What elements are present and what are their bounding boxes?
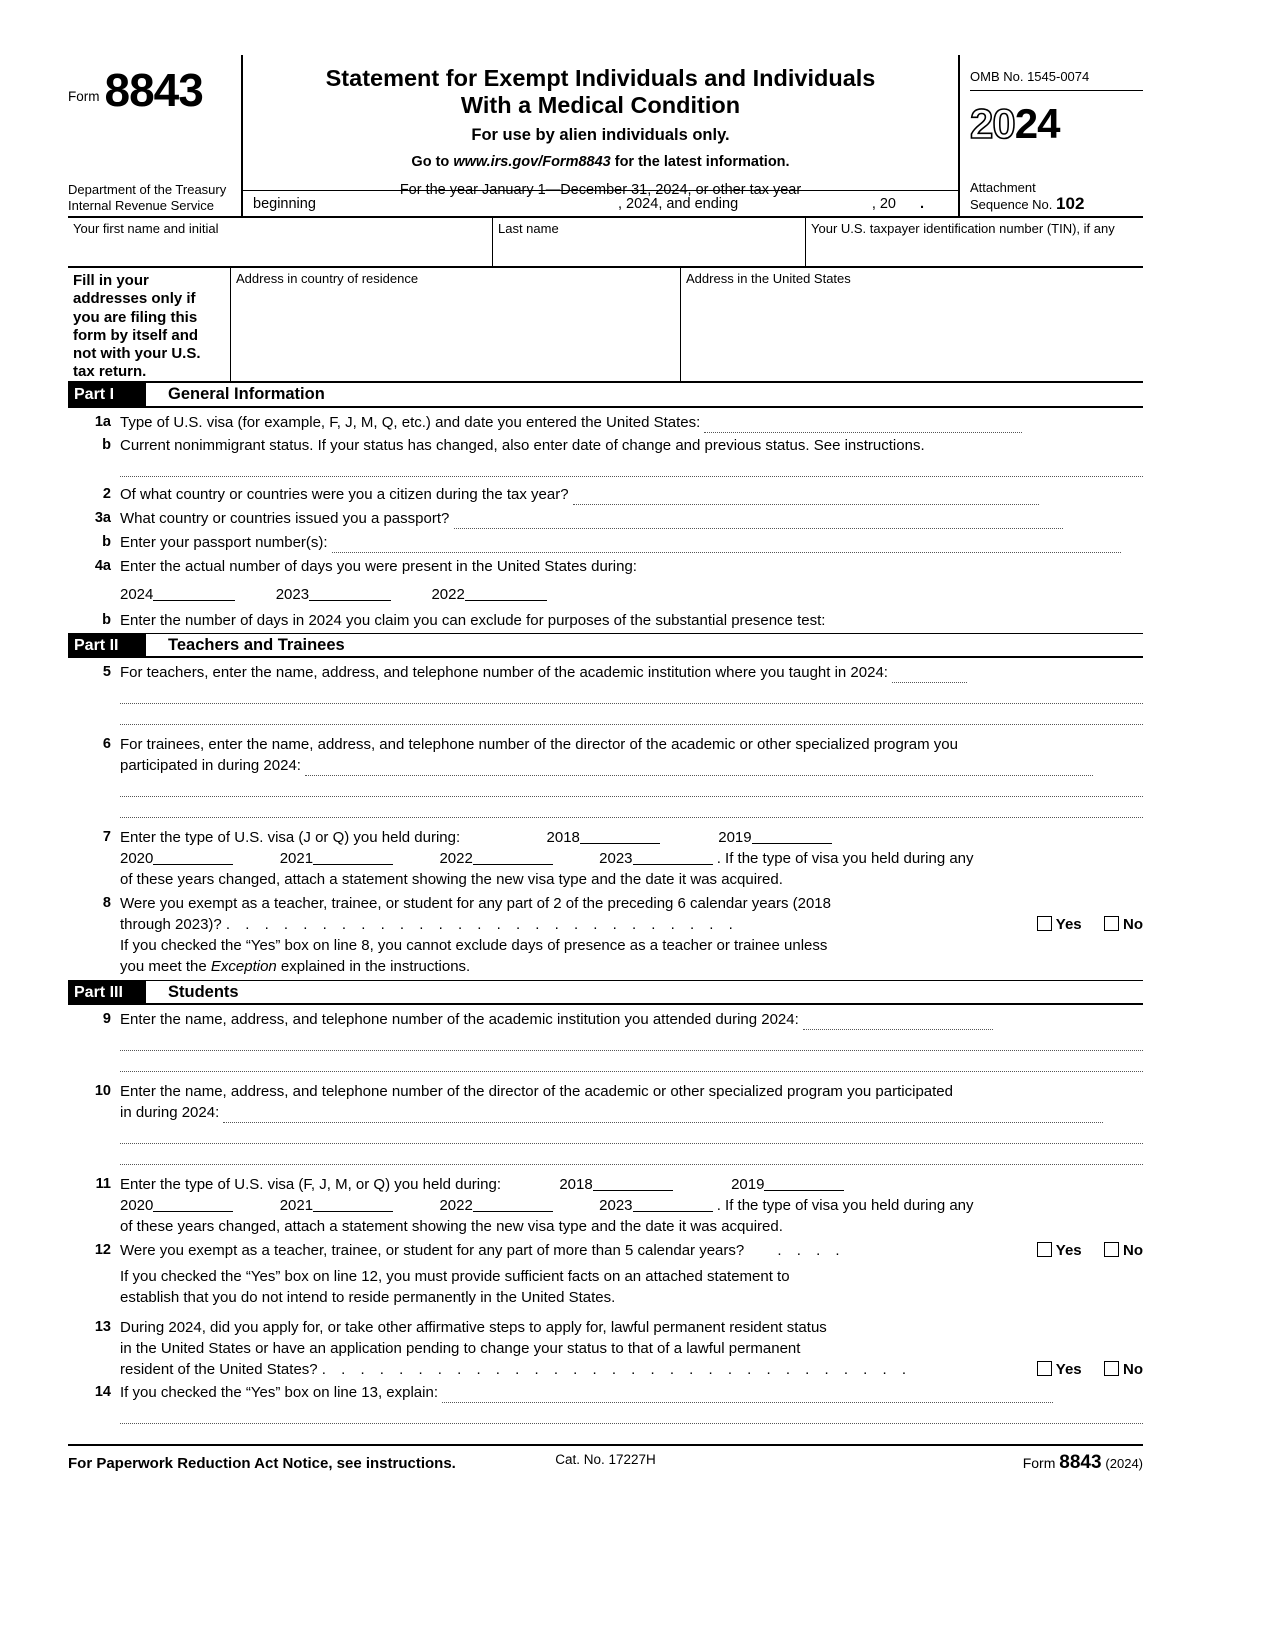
part-1-tag: Part I [68, 383, 146, 406]
department-line-2: Internal Revenue Service [68, 197, 214, 213]
us-address-label: Address in the United States [686, 271, 851, 286]
line-13 [68, 1317, 1143, 1380]
form-identifier [68, 64, 203, 116]
part-1-title: General Information [168, 385, 325, 403]
paperwork-notice: For Paperwork Reduction Act Notice, see instructions. [68, 1455, 456, 1472]
line-13-text-a: During 2024, did you apply for, or take other affirmative steps to apply for, lawful permanent resident status [120, 1319, 827, 1336]
header-left-block [68, 55, 243, 216]
address-row [68, 268, 1143, 383]
days-year-2022-input[interactable] [465, 586, 547, 601]
line-9-input-1[interactable] [803, 1014, 993, 1030]
line-7-year-2018-label: 2018 [546, 829, 580, 846]
line-11-row-2 [120, 1195, 1143, 1216]
line-8-exception-word: Exception [210, 958, 277, 975]
first-name-label: Your first name and initial [73, 221, 219, 236]
line-9-text: Enter the name, address, and telephone number of the academic institution you attended during 2024: [120, 1011, 799, 1028]
line-13-yes-label: Yes [1055, 1361, 1082, 1378]
line-7 [68, 827, 1143, 890]
header-title-block [243, 55, 958, 216]
line-1a-number: 1a [94, 414, 111, 430]
footer-form-year: (2024) [1105, 1456, 1143, 1471]
line-6-text-b: participated in during 2024: [120, 757, 301, 774]
taxpayer-name-row [68, 218, 1143, 268]
line-2-text: Of what country or countries were you a citizen during the tax year? [120, 486, 569, 503]
line-1a [68, 412, 1143, 433]
first-name-field[interactable] [68, 218, 493, 266]
line-12-yes-checkbox[interactable] [1037, 1242, 1052, 1257]
line-7-year-2022-input[interactable] [473, 850, 553, 865]
line-10-text-wrap [120, 1081, 1143, 1123]
line-13-leader-dots: . . . . . . . . . . . . . . . . . . . . . . . . . . . . . . . [321, 1361, 912, 1378]
header-right-block [958, 55, 1143, 216]
days-year-2023-label: 2023 [275, 586, 310, 603]
spacer-footer [68, 1424, 1143, 1444]
period-beginning-label: beginning [253, 195, 316, 212]
line-7-year-2018-input[interactable] [580, 829, 660, 844]
line-12-no-checkbox[interactable] [1104, 1242, 1119, 1257]
line-7-year-2019-label: 2019 [718, 829, 752, 846]
line-11-text-wrap [120, 1174, 1143, 1237]
days-year-2024-input[interactable] [153, 586, 235, 601]
last-name-label: Last name [498, 221, 559, 236]
line-13-yes-checkbox[interactable] [1037, 1361, 1052, 1376]
line-5-input-1[interactable] [892, 667, 967, 683]
line-3a-number: 3a [94, 510, 111, 526]
us-address-field[interactable] [681, 268, 1143, 381]
part-1-header [68, 383, 1143, 408]
line-14 [68, 1382, 1143, 1403]
days-year-2023-input[interactable] [309, 586, 391, 601]
line-7-text-b: of these years changed, attach a statement showing the new visa type and the date it was acquired. [120, 871, 783, 888]
line-8-row-2 [120, 914, 1143, 935]
days-year-2024-label: 2024 [120, 586, 154, 603]
line-8-text-wrap [120, 893, 1143, 977]
line-11-text-b: of these years changed, attach a statement showing the new visa type and the date it was acquired. [120, 1218, 783, 1235]
line-11-year-2020-input[interactable] [153, 1197, 233, 1212]
part-2-title: Teachers and Trainees [168, 635, 345, 654]
last-name-field[interactable] [493, 218, 806, 266]
line-1b-number: b [102, 437, 111, 453]
line-7-row-1 [120, 827, 1143, 848]
line-7-year-2020-input[interactable] [153, 850, 233, 865]
goto-line [247, 154, 954, 170]
spacer-5a [68, 683, 1143, 703]
spacer-5b [68, 704, 1143, 724]
line-12-text-wrap [120, 1240, 1143, 1308]
tax-year-display [970, 100, 1143, 147]
line-7-year-2023-input[interactable] [633, 850, 713, 865]
line-11-year-2019-input[interactable] [764, 1176, 844, 1191]
line-8-note-b [120, 956, 1143, 977]
line-14-text-wrap [120, 1382, 1143, 1403]
attachment-label: Attachment [970, 180, 1036, 195]
line-12-answer-group [1037, 1240, 1143, 1261]
line-12-yes-label: Yes [1055, 1242, 1082, 1259]
sequence-number: 102 [1056, 193, 1085, 213]
form-sheet [68, 55, 1143, 1474]
line-6-input-1[interactable] [305, 760, 1093, 776]
line-14-text: If you checked the “Yes” box on line 13, explain: [120, 1384, 438, 1401]
residence-address-label: Address in country of residence [236, 271, 419, 286]
line-2 [68, 484, 1143, 505]
tax-year-statement: For the year January 1—December 31, 2024, or other tax year [399, 182, 802, 198]
line-10-text-a: Enter the name, address, and telephone number of the director of the academic or other specialized program you participated [120, 1083, 953, 1100]
line-12-text: Were you exempt as a teacher, trainee, or student for any part of more than 5 calendar years? [120, 1242, 745, 1259]
line-4a-years-spacer [68, 584, 120, 605]
line-4a-text-wrap [120, 556, 1143, 577]
line-1a-input[interactable] [704, 417, 1022, 433]
year-suffix-solid: 24 [1014, 100, 1060, 147]
line-13-no-label: No [1123, 1361, 1143, 1378]
goto-suffix: for the latest information. [610, 154, 790, 170]
form-subtitle: For use by alien individuals only. [471, 126, 730, 144]
line-7-year-2021-input[interactable] [313, 850, 393, 865]
line-3a-text: What country or countries issued you a passport? [120, 510, 450, 527]
period-end-period: . [919, 195, 924, 212]
line-6-text-wrap [120, 734, 1143, 776]
line-8 [68, 893, 1143, 977]
line-12-note-a: If you checked the “Yes” box on line 12, you must provide sufficient facts on an attached statement to [120, 1268, 790, 1285]
line-2-input[interactable] [573, 489, 1039, 505]
line-13-row-3 [120, 1359, 1143, 1380]
line-13-text-b: in the United States or have an application pending to change your status to that of a lawful permanent [120, 1340, 801, 1357]
line-12-leader-dots: . . . . [748, 1242, 846, 1259]
line-8-no-checkbox[interactable] [1104, 916, 1119, 931]
tax-year-period-row [243, 190, 958, 216]
line-12-no-label: No [1123, 1242, 1143, 1259]
tin-label: Your U.S. taxpayer identification number (TIN), if any [811, 221, 1115, 236]
line-7-text: Enter the type of U.S. visa (J or Q) you held during: [120, 829, 461, 846]
irs-url: www.irs.gov/Form8843 [453, 154, 611, 170]
line-1a-text: Type of U.S. visa (for example, F, J, M, Q, etc.) and date you entered the United States: [120, 414, 701, 431]
line-6-input-3[interactable] [120, 817, 1143, 818]
line-8-note-b-post: explained in the instructions. [276, 958, 471, 975]
residence-address-field[interactable] [231, 268, 681, 381]
line-11 [68, 1174, 1143, 1237]
line-7-year-2021-label: 2021 [279, 850, 314, 867]
line-3a-text-wrap [120, 508, 1143, 529]
line-11-tail: . If the type of visa you held during any [716, 1197, 974, 1214]
line-7-year-2022-label: 2022 [439, 850, 473, 867]
line-7-tail: . If the type of visa you held during any [716, 850, 974, 867]
spacer-1b [68, 456, 1143, 476]
line-10-number: 10 [94, 1083, 111, 1099]
line-11-text: Enter the type of U.S. visa (F, J, M, or Q) you held during: [120, 1176, 501, 1193]
line-3b-number: b [102, 534, 111, 550]
line-1b-input[interactable] [120, 476, 1143, 477]
period-middle-label: , 2024, and ending [618, 195, 739, 212]
line-4b-text-wrap [120, 610, 1143, 631]
line-12-number: 12 [94, 1242, 111, 1258]
line-11-year-2023-label: 2023 [599, 1197, 633, 1214]
line-4a-text: Enter the actual number of days you were present in the United States during: [120, 558, 637, 575]
address-instruction-note: Fill in your addresses only if you are filing this form by itself and not with your U.S. tax return. [68, 268, 231, 381]
line-1b-text-wrap [120, 435, 1143, 456]
line-6 [68, 734, 1143, 776]
line-13-answer-group [1037, 1359, 1143, 1380]
line-10-input-3[interactable] [120, 1164, 1143, 1165]
part-3-header [68, 980, 1143, 1005]
year-prefix-hollow: 20 [970, 100, 1015, 147]
spacer-6a [68, 776, 1143, 796]
spacer-10b [68, 1144, 1143, 1164]
line-8-answer-group [1037, 914, 1143, 935]
line-11-year-2022-input[interactable] [473, 1197, 553, 1212]
line-10-text-b: in during 2024: [120, 1104, 220, 1121]
line-13-no-checkbox[interactable] [1104, 1361, 1119, 1376]
line-3b-text: Enter your passport number(s): [120, 534, 328, 551]
line-1b-text: Current nonimmigrant status. If your status has changed, also enter date of change and previous status. See instructions. [120, 437, 925, 454]
line-3b-text-wrap [120, 532, 1143, 553]
form-word-label: Form [68, 89, 100, 105]
line-14-input-1[interactable] [442, 1387, 1053, 1403]
line-13-number: 13 [94, 1319, 111, 1335]
line-5-input-3[interactable] [120, 724, 1143, 725]
line-4b-text: Enter the number of days in 2024 you claim you can exclude for purposes of the substantial presence test: [120, 612, 826, 629]
line-8-note-b-pre: you meet the [120, 958, 211, 975]
spacer-10a [68, 1123, 1143, 1143]
footer-form-number: 8843 [1059, 1452, 1102, 1473]
line-5 [68, 662, 1143, 683]
line-9 [68, 1009, 1143, 1030]
period-ending-label: , 20 [871, 195, 896, 212]
part-3-tag: Part III [68, 981, 146, 1003]
footer-form-identifier [1023, 1452, 1143, 1474]
line-3a [68, 508, 1143, 529]
line-8-leader-dots: . . . . . . . . . . . . . . . . . . . . . . . . . . . [225, 916, 739, 933]
sequence-label: Sequence No. [970, 196, 1053, 212]
line-4b [68, 610, 1143, 631]
line-7-year-2019-input[interactable] [752, 829, 832, 844]
line-3b-input[interactable] [332, 537, 1121, 553]
part-2-header [68, 633, 1143, 658]
line-7-text-wrap [120, 827, 1143, 890]
line-12 [68, 1240, 1143, 1308]
catalog-number: Cat. No. 17227H [555, 1452, 656, 1467]
line-7-number: 7 [102, 829, 111, 845]
line-11-year-2023-input[interactable] [633, 1197, 713, 1212]
line-1b [68, 435, 1143, 456]
line-8-text-a: Were you exempt as a teacher, trainee, or student for any part of 2 of the preceding 6 calendar years (2018 [120, 895, 831, 912]
line-7-year-2020-label: 2020 [120, 850, 154, 867]
form-title-line-1: Statement for Exempt Individuals and Individuals [325, 65, 876, 91]
line-12-row-1 [120, 1240, 1143, 1261]
line-4a-years [68, 584, 1143, 605]
line-1a-text-wrap [120, 412, 1143, 433]
footer-wrapper [68, 1444, 1143, 1474]
line-7-year-2023-label: 2023 [599, 850, 633, 867]
line-13-text-c: resident of the United States? [120, 1361, 318, 1378]
form-header [68, 55, 1143, 218]
line-11-year-2018-label: 2018 [559, 1176, 593, 1193]
days-year-2022-label: 2022 [431, 586, 465, 603]
line-7-row-2 [120, 848, 1143, 869]
line-11-year-2018-input[interactable] [593, 1176, 673, 1191]
line-11-year-2019-label: 2019 [731, 1176, 765, 1193]
line-4b-number: b [102, 612, 111, 628]
line-8-yes-checkbox[interactable] [1037, 916, 1052, 931]
omb-number: OMB No. 1545-0074 [970, 69, 1090, 84]
line-11-year-2021-label: 2021 [279, 1197, 314, 1214]
line-9-number: 9 [102, 1011, 111, 1027]
tin-field[interactable] [806, 218, 1143, 266]
line-4b-input[interactable] [830, 613, 975, 627]
line-4a-years-wrap [120, 584, 1143, 605]
spacer-14a [68, 1403, 1143, 1423]
department-line-1: Department of the Treasury [68, 182, 227, 197]
line-4a-number: 4a [94, 558, 111, 574]
line-6-line2 [120, 755, 1143, 776]
line-4a [68, 556, 1143, 577]
line-11-number: 11 [95, 1176, 111, 1192]
line-12-note-b: establish that you do not intend to reside permanently in the United States. [120, 1289, 616, 1306]
line-10 [68, 1081, 1143, 1123]
line-10-input-1[interactable] [223, 1107, 1103, 1123]
line-2-number: 2 [102, 486, 111, 502]
line-13-text-wrap [120, 1317, 1143, 1380]
line-9-text-wrap [120, 1009, 1143, 1030]
line-8-note-a: If you checked the “Yes” box on line 8, you cannot exclude days of presence as a teacher or trainee unless [120, 937, 828, 954]
spacer-9b [68, 1051, 1143, 1071]
line-6-text-a: For trainees, enter the name, address, and telephone number of the director of the academic or other specialized program you [120, 736, 958, 753]
line-5-number: 5 [102, 664, 111, 680]
line-8-number: 8 [102, 895, 111, 911]
line-11-year-2021-input[interactable] [313, 1197, 393, 1212]
line-11-row-1 [120, 1174, 1143, 1195]
part-3-title: Students [168, 982, 239, 1001]
form-number: 8843 [104, 64, 203, 116]
line-9-input-3[interactable] [120, 1071, 1143, 1072]
omb-divider [970, 90, 1143, 91]
line-6-number: 6 [102, 736, 111, 752]
attachment-sequence-block [970, 180, 1084, 212]
line-11-year-2020-label: 2020 [120, 1197, 154, 1214]
agency-block [68, 182, 226, 213]
line-8-text-b: through 2023)? [120, 916, 222, 933]
spacer-9a [68, 1030, 1143, 1050]
line-3b [68, 532, 1143, 553]
goto-prefix: Go to [411, 154, 454, 170]
form-title-line-2: With a Medical Condition [460, 92, 741, 118]
spacer-6b [68, 797, 1143, 817]
line-14-number: 14 [94, 1384, 111, 1400]
form-footer [68, 1444, 1143, 1474]
line-10-row-2 [120, 1102, 1143, 1123]
line-8-no-label: No [1123, 916, 1143, 933]
line-8-yes-label: Yes [1055, 916, 1082, 933]
part-2-tag: Part II [68, 634, 146, 656]
footer-form-word: Form [1022, 1455, 1056, 1471]
line-5-text-wrap [120, 662, 1143, 683]
line-11-year-2022-label: 2022 [439, 1197, 473, 1214]
line-5-text: For teachers, enter the name, address, and telephone number of the academic institution where you taught in 2024: [120, 664, 888, 681]
line-3a-input[interactable] [454, 513, 1063, 529]
line-2-text-wrap [120, 484, 1143, 505]
